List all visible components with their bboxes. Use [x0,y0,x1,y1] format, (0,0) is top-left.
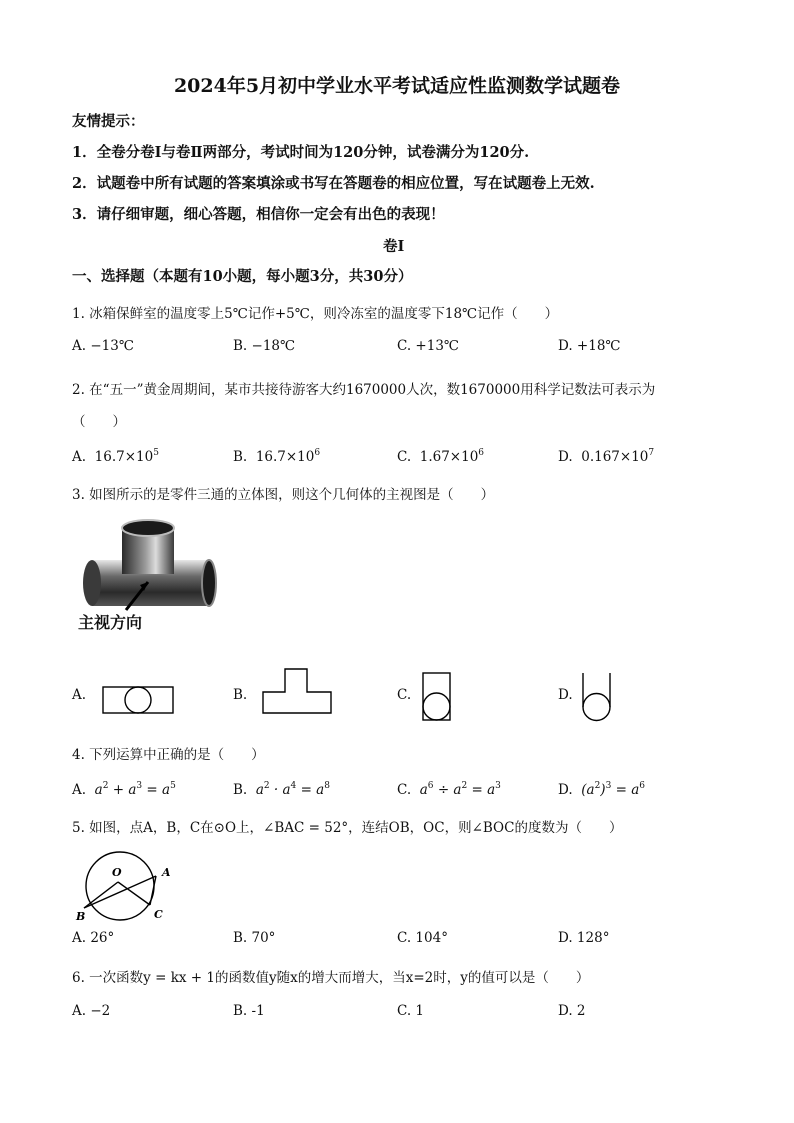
notice-item-2: 2．试题卷中所有试题的答案填涂或书写在答题卷的相应位置，写在试题卷上无效. [72,175,595,192]
question-3-option-d-figure [582,672,612,722]
circle-figure [74,850,184,922]
point-label-c: C [154,908,163,921]
question-6-option-c: C. 1 [397,1003,425,1019]
question-1-option-a: A. −13℃ [72,338,134,354]
question-3-stem: 3. 如图所示的是零件三通的立体图，则这个几何体的主视图是（ ） [72,487,495,503]
question-3-option-d-label: D. [558,687,573,703]
segment-ba [84,876,156,908]
question-4-option-a: A. $a^2 + a^3 = a^5$ [72,781,176,798]
question-4-option-d: D. $(a^2)^3 = a^6$ [558,781,645,798]
question-4-option-b: B. $a^2 \cdot a^4 = a^8$ [233,781,330,798]
volume-label: 卷Ⅰ [383,238,405,255]
question-2-option-d: D. $0.167\times 10^7$ [558,448,655,465]
question-1-stem: 1. 冰箱保鲜室的温度零上5℃记作+5℃，则冷冻室的温度零下18℃记作（ ） [72,306,559,322]
question-3-option-b-figure [262,668,332,714]
question-5-stem: 5. 如图，点A，B，C在⊙O上，∠BAC = 52°，连结OB，OC，则∠BOC的度数为（ ） [72,820,623,836]
right-pipe-end [202,560,216,606]
point-label-o: O [112,866,122,879]
question-5-option-b: B. 70° [233,930,276,946]
question-5-option-d: D. 128° [558,930,610,946]
question-1-option-d: D. +18℃ [558,338,621,354]
question-3-option-b-label: B. [233,687,248,703]
question-1-option-c: C. +13℃ [397,338,460,354]
page-title: 2024年5月初中学业水平考试适应性监测数学试题卷 [173,75,621,97]
question-2-stem-line1: 2. 在“五一”黄金周期间，某市共接待游客大约1670000人次，数1670000用科学记数法可表示为 [72,382,656,398]
question-2-option-c: C. $1.67\times 10^6$ [397,448,485,465]
section-heading: 一、选择题（本题有10小题，每小题3分，共30分） [72,268,413,285]
question-1-option-b: B. −18℃ [233,338,296,354]
question-3-option-c-figure [422,672,452,722]
question-3-option-a-label: A. [72,687,87,703]
question-5-option-c: C. 104° [397,930,448,946]
notice-item-3: 3．请仔细审题，细心答题，相信你一定会有出色的表现！ [72,206,445,223]
question-2-option-b: B. $16.7\times 10^6$ [233,448,321,465]
question-5-option-a: A. 26° [72,930,115,946]
question-4-stem: 4. 下列运算中正确的是（ ） [72,747,265,763]
figure-caption: 主视方向 [78,613,143,632]
question-6-option-a: A. −2 [72,1003,111,1019]
notice-item-1: 1．全卷分卷Ⅰ与卷Ⅱ两部分，考试时间为120分钟，试卷满分为120分. [72,144,530,161]
question-4-option-c: C. $a^6 \div a^2 = a^3$ [397,781,501,798]
question-2-stem-line2: （ ） [72,414,126,430]
point-label-a: A [162,866,171,879]
question-2-option-a: A. $16.7\times 10^5$ [72,448,159,465]
question-3-option-c-label: C. [397,687,412,703]
question-6-option-d: D. 2 [558,1003,586,1019]
top-pipe-end [122,520,174,536]
point-label-b: B [76,910,86,922]
question-6-stem: 6. 一次函数y = kx + 1的函数值y随x的增大而增大，当x=2时，y的值可以是（ ） [72,970,590,986]
left-pipe-end [83,560,101,606]
question-6-option-b: B. -1 [233,1003,265,1019]
question-3-option-a-figure [102,686,174,714]
circle-o [86,852,154,920]
notice-heading: 友情提示： [72,113,145,130]
